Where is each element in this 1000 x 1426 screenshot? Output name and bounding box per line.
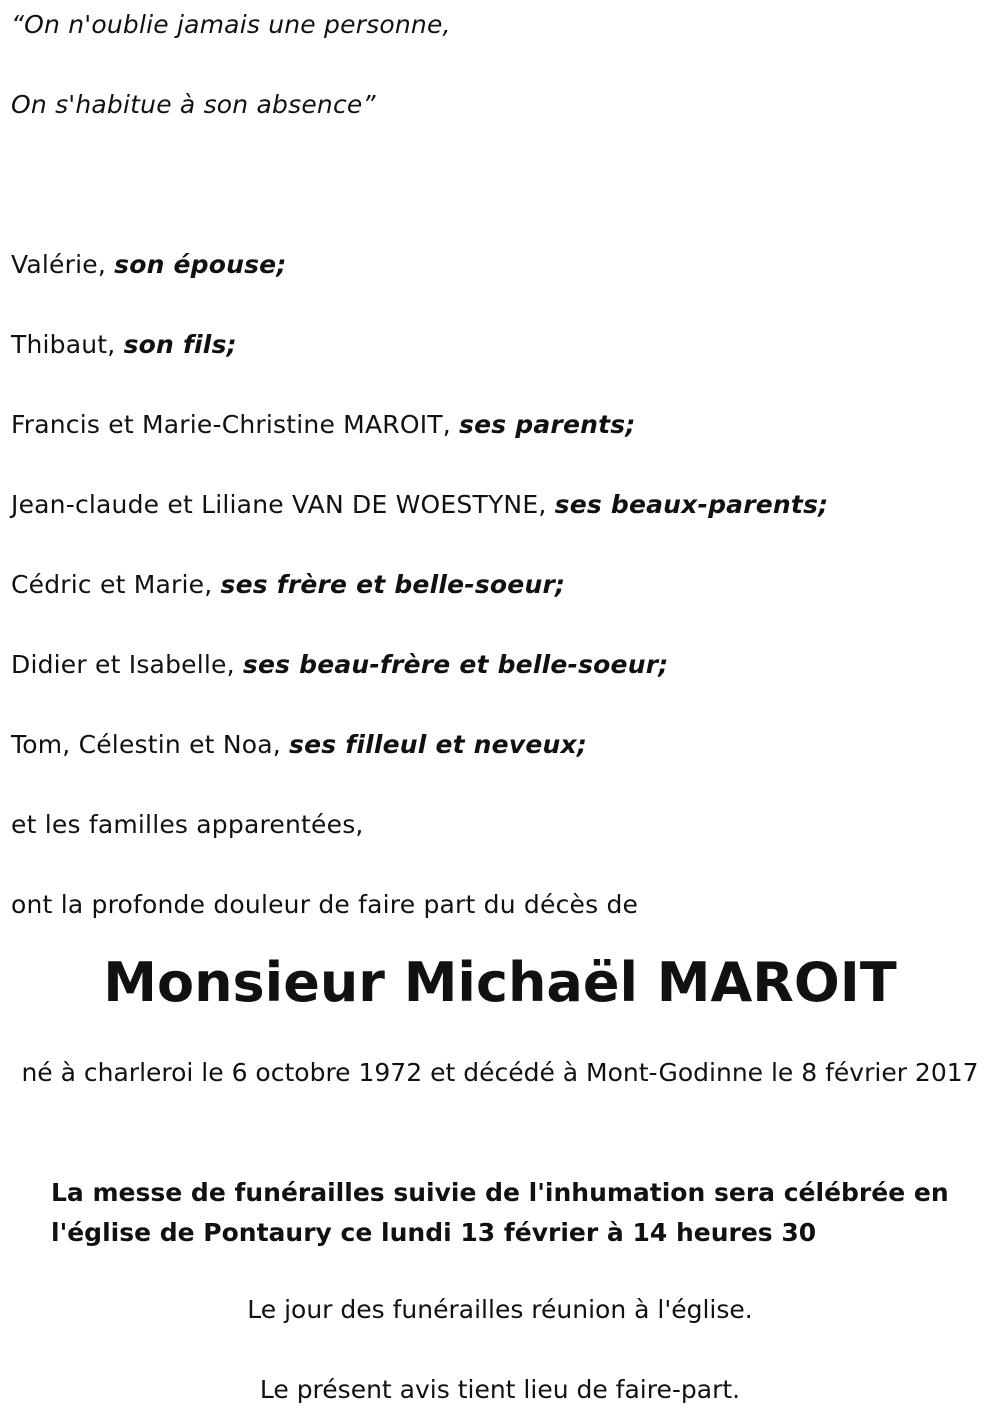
family-member-name: Tom, Célestin et Noa, — [11, 730, 290, 759]
family-member-line — [11, 570, 565, 600]
notice-info: Le présent avis tient lieu de faire-part. — [259, 1375, 741, 1404]
family-member-line — [11, 330, 237, 360]
family-member-line — [11, 410, 636, 440]
deceased-name: Monsieur Michaël MAROIT — [103, 951, 897, 1014]
family-member-line — [11, 650, 668, 680]
family-member-line — [11, 490, 828, 520]
family-member-name: Valérie, — [11, 250, 115, 279]
family-member-relation: ses filleul et neveux; — [289, 730, 588, 759]
birth-death-dates: né à charleroi le 6 octobre 1972 et décédé à Mont-Godinne le 8 février 2017 — [21, 1058, 979, 1087]
gathering-info: Le jour des funérailles réunion à l'église. — [247, 1295, 753, 1324]
family-member-relation: son fils; — [123, 330, 237, 359]
family-member-line — [11, 250, 287, 280]
family-member-name: Francis et Marie-Christine MAROIT, — [11, 410, 460, 439]
family-member-relation: ses parents; — [459, 410, 636, 439]
family-member-name: Cédric et Marie, — [11, 570, 221, 599]
quote-line-1: “On n'oublie jamais une personne, — [11, 10, 451, 39]
families-line: et les familles apparentées, — [11, 810, 364, 839]
family-member-name: Didier et Isabelle, — [11, 650, 243, 679]
quote-line-2: On s'habitue à son absence” — [11, 90, 376, 119]
family-member-line — [11, 730, 587, 760]
family-member-relation: ses frère et belle-soeur; — [220, 570, 566, 599]
family-member-name: Jean-claude et Liliane VAN DE WOESTYNE, — [11, 490, 555, 519]
family-member-relation: ses beaux-parents; — [554, 490, 829, 519]
family-member-relation: ses beau-frère et belle-soeur; — [242, 650, 669, 679]
funeral-ceremony-info: La messe de funérailles suivie de l'inhumation sera célébrée en l'église de Pontaury ce lundi 13 février à 14 heures 30 — [51, 1178, 949, 1247]
family-member-name: Thibaut, — [11, 330, 124, 359]
announcement-line: ont la profonde douleur de faire part du décès de — [11, 890, 639, 919]
family-member-relation: son épouse; — [114, 250, 287, 279]
